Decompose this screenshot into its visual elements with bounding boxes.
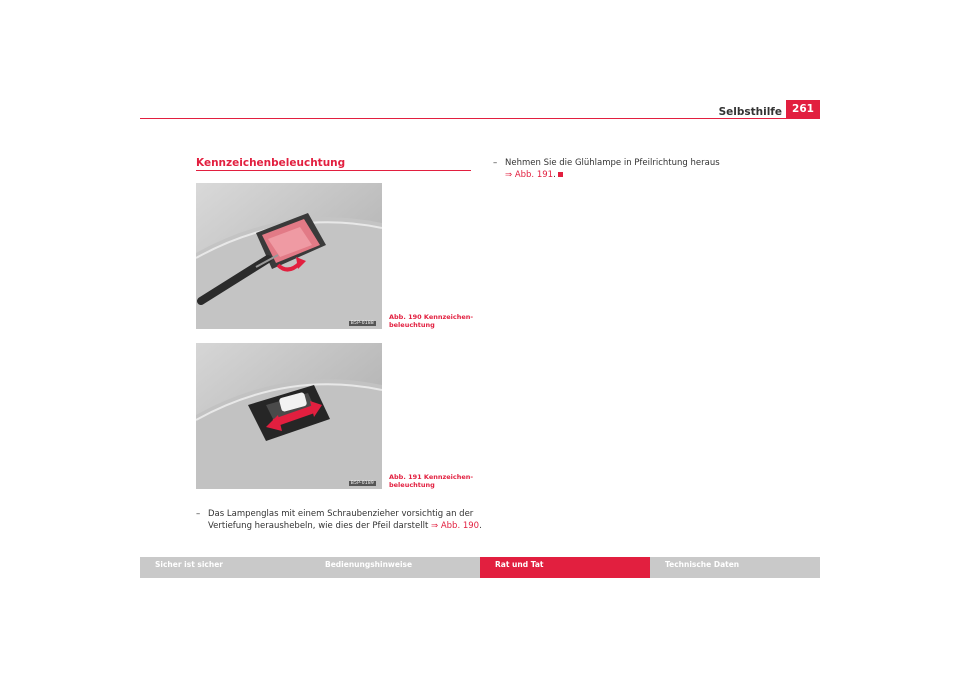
figure-190-image: [196, 183, 382, 329]
running-header-title: Selbsthilfe: [718, 106, 782, 118]
figure-190-caption: Abb. 190 Kennzeichen- beleuchtung: [389, 313, 474, 329]
footer-tab-sicher-ist-sicher[interactable]: Sicher ist sicher: [140, 557, 310, 578]
instruction-step-2: – Nehmen Sie die Glühlampe in Pfeilrichtung heraus ⇒ Abb. 191.: [493, 158, 720, 180]
figure-reference-link[interactable]: ⇒ Abb. 191: [505, 170, 554, 180]
section-heading: Kennzeichenbeleuchtung: [196, 157, 346, 169]
header-divider: [140, 118, 820, 119]
page-number: 261: [786, 100, 820, 118]
figure-code: B5P-0188: [350, 321, 374, 326]
section-divider: [196, 170, 471, 171]
instruction-step-1: – Das Lampenglas mit einem Schraubenzieher vorsichtig an der Vertiefung heraushebeln, wie dies der Pfeil darstellt ⇒ Abb. 190.: [196, 509, 482, 531]
figure-191-image: [196, 343, 382, 489]
license-plate-light-screwdriver-illustration: [196, 183, 382, 329]
license-plate-bulb-removal-illustration: [196, 343, 382, 489]
figure-reference-link[interactable]: ⇒ Abb. 190: [431, 521, 480, 531]
footer-tab-technische-daten[interactable]: Technische Daten: [650, 557, 820, 578]
footer-tab-bedienungshinweise[interactable]: Bedienungshinweise: [310, 557, 480, 578]
figure-code: B5P-0189: [350, 481, 374, 486]
figure-191-caption: Abb. 191 Kennzeichen- beleuchtung: [389, 473, 474, 489]
footer-tab-rat-und-tat[interactable]: Rat und Tat: [480, 557, 650, 578]
section-end-mark-icon: [558, 172, 563, 177]
